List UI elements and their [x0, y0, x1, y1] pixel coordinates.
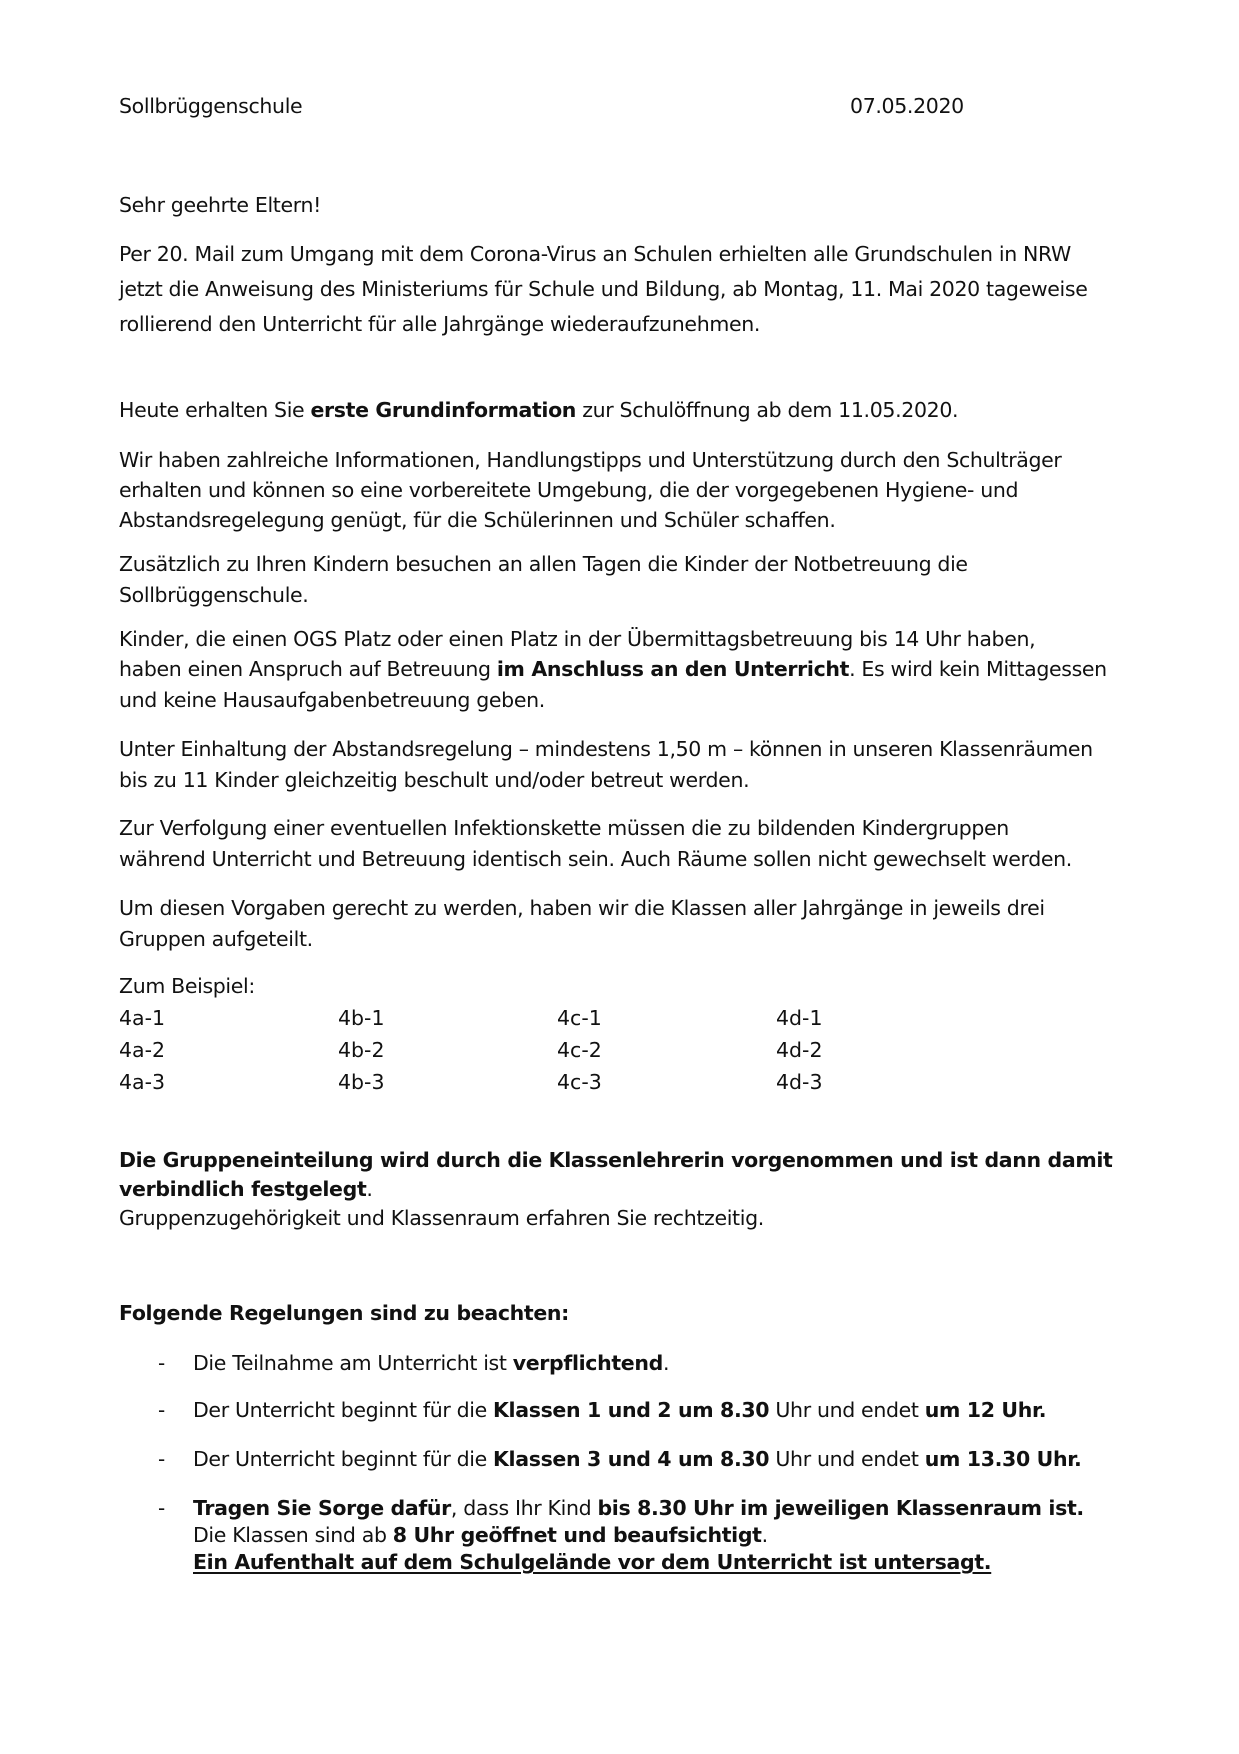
group-cell: 4b-3	[338, 1070, 385, 1094]
rule-bold: Klassen 1 und 2 um 8.30	[493, 1398, 770, 1422]
today-bold: erste Grundinformation	[310, 398, 577, 422]
group-cell: 4d-2	[776, 1038, 823, 1062]
rule-text	[193, 1350, 669, 1376]
example-label: Zum Beispiel:	[119, 974, 255, 998]
assignment-suffix: .	[366, 1177, 373, 1201]
support-line: erhalten und können so eine vorbereitete Umgebung, die der vorgegebenen Hygiene- und	[119, 478, 1019, 502]
greeting: Sehr geehrte Eltern!	[119, 193, 321, 217]
rule-pre: Der Unterricht beginnt für die	[193, 1398, 494, 1422]
today-post: zur Schulöffnung ab dem 11.05.2020.	[576, 398, 959, 422]
assignment-bold-text: verbindlich festgelegt	[119, 1177, 367, 1201]
today-pre: Heute erhalten Sie	[119, 398, 311, 422]
group-cell: 4d-1	[776, 1006, 823, 1030]
intro-line: jetzt die Anweisung des Ministeriums für Schule und Bildung, ab Montag, 11. Mai 2020 tageweise	[119, 277, 1088, 301]
groups-intro-line: Gruppen aufgeteilt.	[119, 927, 313, 951]
ogs-line	[119, 656, 1107, 682]
rule-text	[193, 1495, 1084, 1521]
rule-bold: um 12 Uhr.	[924, 1398, 1047, 1422]
group-cell: 4b-1	[338, 1006, 385, 1030]
assignment-bold-line: Die Gruppeneinteilung wird durch die Klassenlehrerin vorgenommen und ist dann damit	[119, 1148, 1113, 1172]
emergency-line: Zusätzlich zu Ihren Kindern besuchen an allen Tagen die Kinder der Notbetreuung die	[119, 552, 968, 576]
rule-pre: Die Klassen sind ab	[193, 1523, 393, 1547]
intro-line: Per 20. Mail zum Umgang mit dem Corona-Virus an Schulen erhielten alle Grundschulen in NRW	[119, 242, 1071, 266]
rule-bold: bis 8.30 Uhr im jeweiligen Klassenraum ist.	[597, 1496, 1084, 1520]
group-cell: 4b-2	[338, 1038, 385, 1062]
distance-line: Unter Einhaltung der Abstandsregelung – mindestens 1,50 m – können in unseren Klassenräumen	[119, 737, 1093, 761]
rule-mid: Uhr und endet	[769, 1398, 925, 1422]
group-cell: 4c-3	[557, 1070, 602, 1094]
assignment-bold-line	[119, 1176, 373, 1202]
rule-bold: verpflichtend	[512, 1351, 663, 1375]
rule-text	[193, 1446, 1082, 1472]
school-name: Sollbrüggenschule	[119, 94, 303, 118]
intro-line: rollierend den Unterricht für alle Jahrgänge wiederaufzunehmen.	[119, 312, 761, 336]
support-line: Wir haben zahlreiche Informationen, Handlungstipps und Unterstützung durch den Schulträger	[119, 448, 1062, 472]
bullet-dash: -	[158, 1398, 166, 1422]
rule-post: .	[662, 1351, 670, 1375]
today-info	[119, 397, 958, 423]
ogs-line: Kinder, die einen OGS Platz oder einen Platz in der Übermittagsbetreuung bis 14 Uhr haben,	[119, 627, 1036, 651]
rule-post: .	[761, 1523, 768, 1547]
ogs-line: und keine Hausaufgabenbetreuung geben.	[119, 688, 545, 712]
group-cell: 4c-2	[557, 1038, 602, 1062]
rule-mid: Uhr und endet	[769, 1447, 925, 1471]
rule-bold: Klassen 3 und 4 um 8.30	[493, 1447, 770, 1471]
bullet-dash: -	[158, 1351, 166, 1375]
ogs-line2-pre: haben einen Anspruch auf Betreuung	[119, 657, 497, 681]
rules-heading: Folgende Regelungen sind zu beachten:	[119, 1301, 569, 1325]
rule-pre: Der Unterricht beginnt für die	[193, 1447, 494, 1471]
group-cell: 4a-1	[119, 1006, 166, 1030]
emergency-line: Sollbrüggenschule.	[119, 583, 309, 607]
rule-mid: , dass Ihr Kind	[450, 1496, 598, 1520]
ogs-line2-post: . Es wird kein Mittagessen	[849, 657, 1107, 681]
rule-text-continued	[193, 1522, 768, 1548]
rule-bold: um 13.30 Uhr.	[924, 1447, 1082, 1471]
rule-text	[193, 1397, 1046, 1423]
bullet-dash: -	[158, 1496, 166, 1520]
support-line: Abstandsregelegung genügt, für die Schülerinnen und Schüler schaffen.	[119, 508, 836, 532]
distance-line: bis zu 11 Kinder gleichzeitig beschult und/oder betreut werden.	[119, 768, 750, 792]
rule-bold: 8 Uhr geöffnet und beaufsichtigt	[392, 1523, 762, 1547]
rule-prohibition-notice: Ein Aufenthalt auf dem Schulgelände vor dem Unterricht ist untersagt.	[193, 1550, 992, 1574]
infection-line: Zur Verfolgung einer eventuellen Infektionskette müssen die zu bildenden Kindergruppen	[119, 816, 1009, 840]
ogs-line2-bold: im Anschluss an den Unterricht	[496, 657, 850, 681]
infection-line: während Unterricht und Betreuung identisch sein. Auch Räume sollen nicht gewechselt werden.	[119, 847, 1072, 871]
group-cell: 4d-3	[776, 1070, 823, 1094]
group-cell: 4a-2	[119, 1038, 166, 1062]
groups-intro-line: Um diesen Vorgaben gerecht zu werden, haben wir die Klassen aller Jahrgänge in jeweils drei	[119, 896, 1045, 920]
rule-pre: Die Teilnahme am Unterricht ist	[193, 1351, 513, 1375]
group-cell: 4c-1	[557, 1006, 602, 1030]
group-cell: 4a-3	[119, 1070, 166, 1094]
letter-date: 07.05.2020	[850, 94, 964, 118]
bullet-dash: -	[158, 1447, 166, 1471]
assignment-line: Gruppenzugehörigkeit und Klassenraum erfahren Sie rechtzeitig.	[119, 1206, 764, 1230]
rule-bold: Tragen Sie Sorge dafür	[193, 1496, 451, 1520]
